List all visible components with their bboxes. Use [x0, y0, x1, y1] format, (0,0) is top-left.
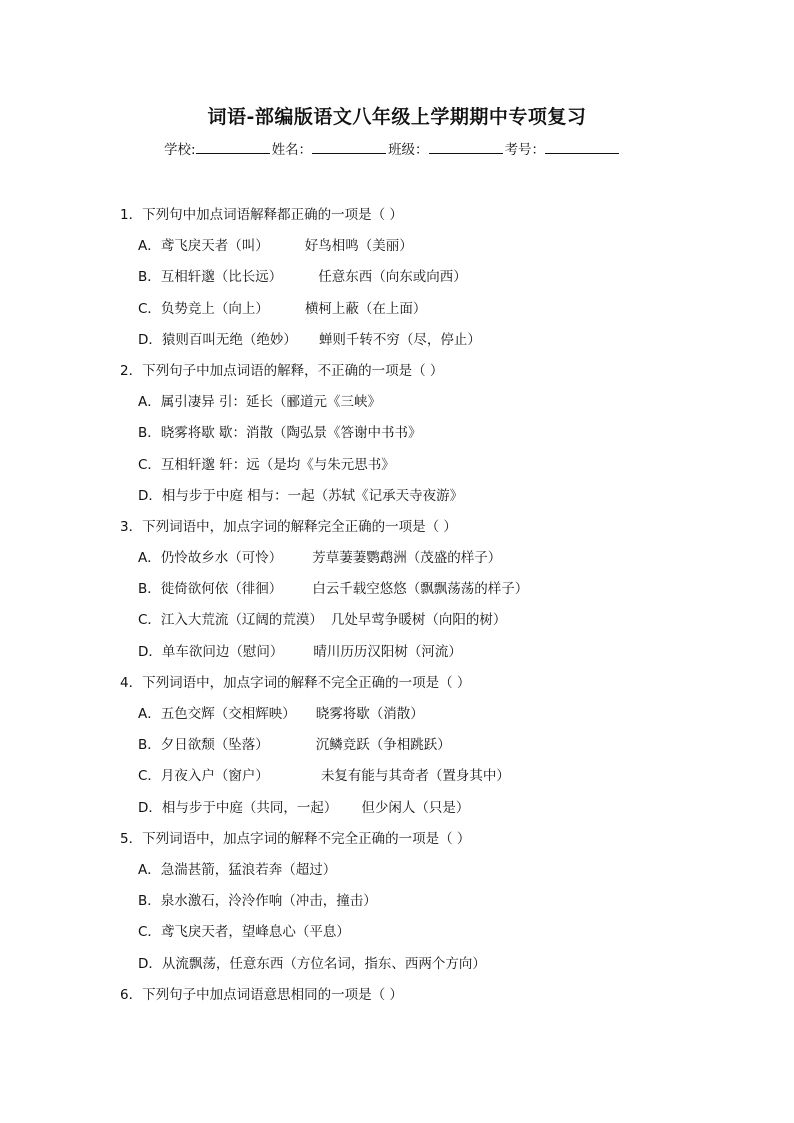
option-text: A．五色交辉（交相辉映） — [138, 706, 296, 722]
option-b — [120, 891, 720, 922]
option-a — [120, 548, 720, 579]
option-text: B．互相轩邈（比长远） — [138, 269, 283, 286]
school-label: 学校: — [164, 142, 196, 158]
school-blank — [196, 139, 270, 154]
page-title: 词语-部编版语文八年级上学期期中专项复习 — [207, 106, 587, 128]
option-d — [120, 330, 720, 361]
question-stem: 1．下列句中加点词语解释都正确的一项是（ ） — [120, 207, 403, 223]
question-list — [120, 205, 720, 1016]
option-text: B．泉水激石，泠泠作响（冲击，撞击） — [138, 893, 377, 910]
option-text-second: 但少闲人（只是） — [361, 799, 470, 816]
option-d — [120, 642, 720, 673]
option-text: B．夕日欲颓（坠落） — [138, 737, 269, 754]
option-d — [120, 798, 720, 829]
option-a — [120, 392, 720, 423]
option-c — [120, 455, 720, 486]
option-text-second: 晴川历历汉阳树（河流） — [313, 643, 462, 660]
option-c — [120, 610, 720, 641]
option-text: A．鸢飞戾天者（叫） — [138, 238, 269, 255]
option-text: C．江入大荒流（辽阔的荒漠） — [138, 612, 323, 629]
exam-number-blank — [545, 139, 619, 154]
question-stem: 6．下列句子中加点词语意思相同的一项是（ ） — [120, 986, 403, 1003]
exam-number-label: 考号： — [504, 142, 546, 158]
option-c — [120, 766, 720, 797]
option-text: A．急湍甚箭，猛浪若奔（超过） — [138, 861, 337, 878]
option-text: D．从流飘荡，任意东西（方位名词，指东、西两个方向） — [138, 955, 486, 972]
option-text: B．徙倚欲何依（徘徊） — [138, 581, 283, 598]
option-a — [120, 236, 720, 267]
option-text-second: 晓雾将歇（消散） — [315, 706, 424, 722]
option-b — [120, 423, 720, 454]
name-label: 姓名： — [271, 142, 313, 158]
option-d — [120, 954, 720, 985]
option-c — [120, 922, 720, 953]
class-blank — [429, 139, 503, 154]
option-b — [120, 579, 720, 610]
option-d — [120, 486, 720, 517]
option-text-second: 几处早莺争暖树（向阳的树） — [330, 612, 507, 629]
option-a — [120, 860, 720, 891]
option-text: A．仍怜故乡水（可怜） — [138, 550, 283, 567]
class-label: 班级： — [388, 142, 429, 158]
option-b — [120, 267, 720, 298]
question-stem: 5．下列词语中，加点字词的解释不完全正确的一项是（ ） — [120, 830, 471, 847]
option-text-second: 任意东西（向东或向西） — [318, 269, 467, 286]
option-text: C．鸢飞戾天者，望峰息心（平息） — [138, 924, 350, 941]
question-stem: 3．下列词语中，加点字词的解释完全正确的一项是（ ） — [120, 518, 457, 535]
option-c — [120, 299, 720, 330]
question-stem: 2．下列句子中加点词语的解释，不正确的一项是（ ） — [120, 362, 444, 379]
option-text: A．属引凄异 引：延长（郦道元《三峡》 — [138, 394, 382, 411]
option-text: D．相与步于中庭（共同，一起） — [138, 799, 338, 816]
option-text-second: 蝉则千转不穷（尽，停止） — [318, 331, 481, 348]
option-a — [120, 704, 720, 735]
name-blank — [312, 139, 386, 154]
option-text-second: 沉鳞竞跃（争相跳跃） — [315, 737, 451, 754]
option-text: C．负势竞上（向上） — [138, 300, 269, 317]
option-text-second: 未复有能与其奇者（置身其中） — [320, 768, 510, 785]
question-stem: 4．下列词语中，加点字词的解释不完全正确的一项是（ ） — [120, 674, 471, 691]
option-text: B．晓雾将歇 歇：消散（陶弘景《答谢中书书》 — [138, 425, 422, 442]
option-text-second: 芳草萋萋鹦鹉洲（茂盛的样子） — [312, 550, 502, 567]
option-text-second: 横柯上蔽（在上面） — [304, 300, 427, 317]
option-text: D．相与步于中庭 相与：一起（苏轼《记承天寺夜游》 — [138, 487, 464, 504]
option-text: D．单车欲问边（慰问） — [138, 643, 284, 660]
option-text: C．月夜入户（窗户） — [138, 768, 269, 785]
option-text-second: 白云千载空悠悠（飘飘荡荡的样子） — [312, 581, 529, 598]
option-text: C．互相轩邈 轩：远（是均《与朱元思书》 — [138, 456, 395, 473]
option-b — [120, 735, 720, 766]
option-text: D．猿则百叫无绝（绝妙） — [138, 331, 297, 348]
option-text-second: 好鸟相鸣（美丽） — [304, 238, 413, 255]
student-info-line — [164, 138, 621, 158]
